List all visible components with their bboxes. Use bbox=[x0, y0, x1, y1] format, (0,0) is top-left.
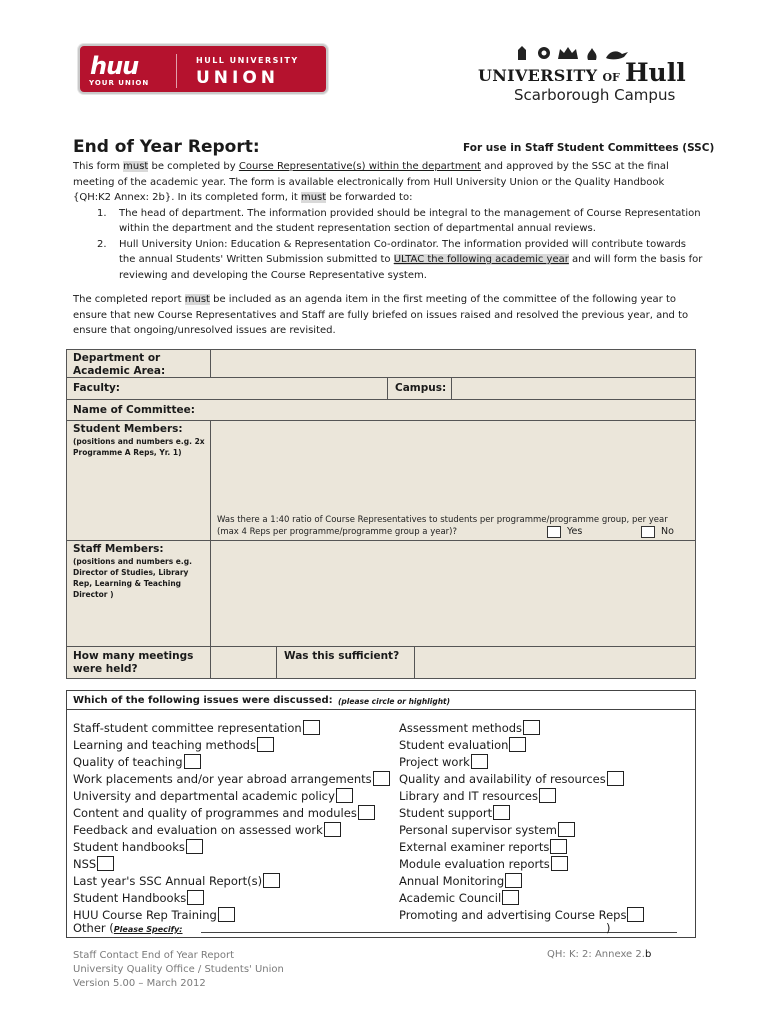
list-text: The head of department. The information provided should be integral to the management of Course Representation within the department and the student representation section of departmental annual reviews. bbox=[119, 207, 701, 234]
issue-checkbox[interactable] bbox=[187, 890, 204, 905]
staff-members-row bbox=[67, 541, 695, 647]
issue-item bbox=[73, 873, 280, 888]
other-close: ) bbox=[606, 921, 611, 935]
footer-ref-text: QH: K: 2: Annexe 2. bbox=[547, 949, 645, 960]
issue-checkbox[interactable] bbox=[358, 805, 375, 820]
issue-checkbox[interactable] bbox=[551, 856, 568, 871]
issue-checkbox[interactable] bbox=[493, 805, 510, 820]
issue-item bbox=[399, 771, 624, 786]
must-highlight: must bbox=[184, 294, 210, 305]
issue-item bbox=[73, 771, 390, 786]
wordmark-hull: Hull bbox=[624, 58, 686, 87]
issues-note: (please circle or highlight) bbox=[338, 697, 451, 706]
issue-item bbox=[73, 856, 114, 871]
issue-checkbox[interactable] bbox=[627, 907, 644, 922]
list-text: and will form the basis for reviewing and developing the Course Representative system. bbox=[119, 254, 703, 281]
campus-label: Campus: bbox=[395, 382, 447, 394]
issue-checkbox[interactable] bbox=[263, 873, 280, 888]
issue-label: External examiner reports bbox=[399, 840, 550, 854]
issue-label: Student Handbooks bbox=[73, 891, 187, 905]
huu-logo bbox=[78, 44, 328, 94]
issue-label: Promoting and advertising Course Reps bbox=[399, 908, 627, 922]
issue-checkbox[interactable] bbox=[257, 737, 274, 752]
issue-item bbox=[399, 839, 567, 854]
issue-item bbox=[73, 720, 320, 735]
text-run: be forwarded to: bbox=[326, 192, 413, 203]
issue-item bbox=[73, 805, 375, 820]
issue-label: Work placements and/or year abroad arrangements bbox=[73, 772, 372, 786]
issue-label: NSS bbox=[73, 857, 97, 871]
title-note: For use in Staff Student Committees (SSC) bbox=[463, 142, 715, 154]
text-run: and approved by the SSC at the final meeting of the academic year. The form is available electronically from Hull University Union or the Quality Handbook {QH:K2 Annex: 2b}. In its completed form, it bbox=[73, 161, 669, 203]
meetings-field[interactable] bbox=[211, 647, 276, 679]
list-text: Hull University Union: Education & Representation Co-ordinator. The information provided will contribute towards the annual Students' Written Submission submitted to bbox=[119, 238, 687, 265]
footer-reference bbox=[547, 949, 651, 960]
staff-members-hint: (positions and numbers e.g. Director of Studies, Library Rep, Learning & Teaching Director ) bbox=[73, 557, 192, 599]
issue-item bbox=[73, 737, 274, 752]
ratio-yes-label: Yes bbox=[567, 526, 583, 537]
details-table bbox=[66, 349, 696, 679]
faculty-row bbox=[67, 378, 695, 400]
issue-item bbox=[399, 822, 575, 837]
faculty-field[interactable] bbox=[137, 378, 387, 399]
issue-label: Feedback and evaluation on assessed work bbox=[73, 823, 323, 837]
student-members-row bbox=[67, 421, 695, 541]
huu-logo-your-union: YOUR UNION bbox=[89, 79, 150, 87]
issue-checkbox[interactable] bbox=[218, 907, 235, 922]
campus-field[interactable] bbox=[452, 378, 695, 399]
issue-checkbox[interactable] bbox=[336, 788, 353, 803]
issue-label: Annual Monitoring bbox=[399, 874, 505, 888]
issue-item bbox=[73, 839, 203, 854]
issue-item bbox=[399, 788, 556, 803]
intro-paragraph-2 bbox=[73, 292, 703, 339]
issue-label: University and departmental academic policy bbox=[73, 789, 335, 803]
meetings-row bbox=[67, 647, 695, 679]
issue-checkbox[interactable] bbox=[184, 754, 201, 769]
issue-item bbox=[399, 720, 540, 735]
text-run: This form bbox=[73, 161, 124, 172]
issue-label: Student handbooks bbox=[73, 840, 185, 854]
text-run: be included as an agenda item in the first meeting of the committee of the following year to ensure that new Course Representatives and Staff are fully briefed on issues raised and resolved the previous year, and to ensure that ongoing/unresolved issues are revisited. bbox=[73, 294, 689, 336]
footer-line-3: Version 5.00 – March 2012 bbox=[73, 978, 206, 989]
issue-item bbox=[73, 890, 204, 905]
issue-label: Project work bbox=[399, 755, 470, 769]
ratio-no-checkbox[interactable] bbox=[641, 526, 655, 538]
committee-row bbox=[67, 400, 695, 421]
staff-members-field[interactable] bbox=[211, 541, 695, 646]
department-label: Department or Academic Area: bbox=[73, 352, 166, 377]
column-divider bbox=[276, 647, 277, 679]
wordmark-university: UNIVERSITY bbox=[478, 66, 598, 85]
issues-header bbox=[67, 691, 695, 710]
issue-item bbox=[73, 754, 201, 769]
issue-item bbox=[73, 822, 341, 837]
issue-label: Learning and teaching methods bbox=[73, 738, 256, 752]
student-members-field[interactable] bbox=[211, 421, 695, 510]
issue-checkbox[interactable] bbox=[471, 754, 488, 769]
staff-members-label: Staff Members: bbox=[73, 543, 164, 555]
issue-item bbox=[399, 873, 522, 888]
issue-label: Quality and availability of resources bbox=[399, 772, 606, 786]
ratio-no-label: No bbox=[661, 526, 674, 537]
department-field[interactable] bbox=[211, 350, 695, 377]
university-of-hull-wordmark bbox=[478, 58, 686, 87]
issue-checkbox[interactable] bbox=[502, 890, 519, 905]
must-highlight: must bbox=[300, 192, 327, 203]
issue-label: Student support bbox=[399, 806, 493, 820]
committee-label: Name of Committee: bbox=[73, 404, 195, 416]
issue-checkbox[interactable] bbox=[303, 720, 320, 735]
huu-logo-big-text: UNION bbox=[196, 68, 280, 88]
issue-checkbox[interactable] bbox=[505, 873, 522, 888]
list-number: 2. bbox=[97, 238, 107, 250]
please-specify-label: Please Specify: bbox=[113, 925, 183, 934]
issue-item bbox=[399, 805, 510, 820]
issue-item bbox=[399, 856, 568, 871]
issue-checkbox[interactable] bbox=[539, 788, 556, 803]
student-members-label: Student Members: bbox=[73, 423, 183, 435]
department-row bbox=[67, 350, 695, 378]
recipient-list bbox=[73, 206, 703, 284]
list-number: 1. bbox=[97, 207, 107, 219]
ratio-question-line-2: (max 4 Reps per programme/programme group a year)? bbox=[217, 527, 457, 537]
issue-checkbox[interactable] bbox=[186, 839, 203, 854]
ratio-question-line-1: Was there a 1:40 ratio of Course Representatives to students per programme/programme group, per year bbox=[217, 515, 668, 525]
other-label: Other ( bbox=[73, 921, 114, 935]
footer-contact bbox=[73, 949, 284, 991]
issue-label: Assessment methods bbox=[399, 721, 523, 735]
highlighted-underlined-text: ULTAC the following academic year bbox=[393, 254, 569, 265]
intro-paragraph-1 bbox=[73, 159, 703, 206]
committee-field[interactable] bbox=[197, 400, 695, 420]
sufficient-label: Was this sufficient? bbox=[284, 650, 400, 662]
sufficient-field[interactable] bbox=[415, 647, 695, 679]
issue-label: Staff-student committee representation bbox=[73, 721, 302, 735]
column-divider bbox=[387, 378, 388, 399]
issue-label: Last year's SSC Annual Report(s) bbox=[73, 874, 263, 888]
university-of-hull-logo bbox=[478, 44, 688, 106]
issue-label: Library and IT resources bbox=[399, 789, 538, 803]
issue-label: Content and quality of programmes and modules bbox=[73, 806, 357, 820]
issue-checkbox[interactable] bbox=[509, 737, 526, 752]
intro-text bbox=[73, 159, 703, 339]
issue-label: Academic Council bbox=[399, 891, 502, 905]
student-members-hint: (positions and numbers e.g. 2x Programme A Reps, Yr. 1) bbox=[73, 437, 205, 457]
issue-checkbox[interactable] bbox=[607, 771, 624, 786]
recipient-item-1 bbox=[73, 206, 703, 237]
huu-logo-mark: huu bbox=[90, 52, 139, 80]
issue-label: Module evaluation reports bbox=[399, 857, 550, 871]
issue-checkbox[interactable] bbox=[558, 822, 575, 837]
ratio-yes-checkbox[interactable] bbox=[547, 526, 561, 538]
issue-item bbox=[73, 788, 353, 803]
footer-line-2: University Quality Office / Students' Union bbox=[73, 964, 284, 975]
page-title: End of Year Report: bbox=[73, 137, 260, 157]
issue-label: Quality of teaching bbox=[73, 755, 183, 769]
issue-label: HUU Course Rep Training bbox=[73, 908, 217, 922]
issue-item bbox=[399, 737, 526, 752]
meetings-label: How many meetings were held? bbox=[73, 650, 194, 675]
huu-logo-divider bbox=[176, 54, 177, 88]
footer-line-1: Staff Contact End of Year Report bbox=[73, 950, 235, 961]
huu-logo-small-text: HULL UNIVERSITY bbox=[196, 56, 299, 65]
text-run: The completed report bbox=[73, 294, 185, 305]
issue-checkbox[interactable] bbox=[373, 771, 390, 786]
footer-ref-suffix: b bbox=[644, 949, 652, 960]
issue-item bbox=[399, 890, 519, 905]
faculty-label: Faculty: bbox=[73, 382, 121, 394]
issue-label: Personal supervisor system bbox=[399, 823, 557, 837]
issue-item bbox=[73, 907, 235, 922]
issues-section bbox=[66, 690, 696, 938]
issue-label: Student evaluation bbox=[399, 738, 509, 752]
text-run: be completed by bbox=[148, 161, 239, 172]
issue-item bbox=[399, 907, 644, 922]
recipient-item-2 bbox=[73, 237, 703, 284]
issue-checkbox[interactable] bbox=[523, 720, 540, 735]
issue-checkbox[interactable] bbox=[324, 822, 341, 837]
issues-question: Which of the following issues were discussed: bbox=[73, 695, 333, 706]
issue-checkbox[interactable] bbox=[97, 856, 114, 871]
must-highlight: must bbox=[123, 161, 149, 172]
campus-name: Scarborough Campus bbox=[514, 86, 676, 104]
other-item bbox=[73, 921, 183, 937]
issue-item bbox=[399, 754, 488, 769]
wordmark-of: OF bbox=[602, 71, 620, 84]
issue-checkbox[interactable] bbox=[550, 839, 567, 854]
underlined-text: Course Representative(s) within the department bbox=[238, 161, 481, 172]
